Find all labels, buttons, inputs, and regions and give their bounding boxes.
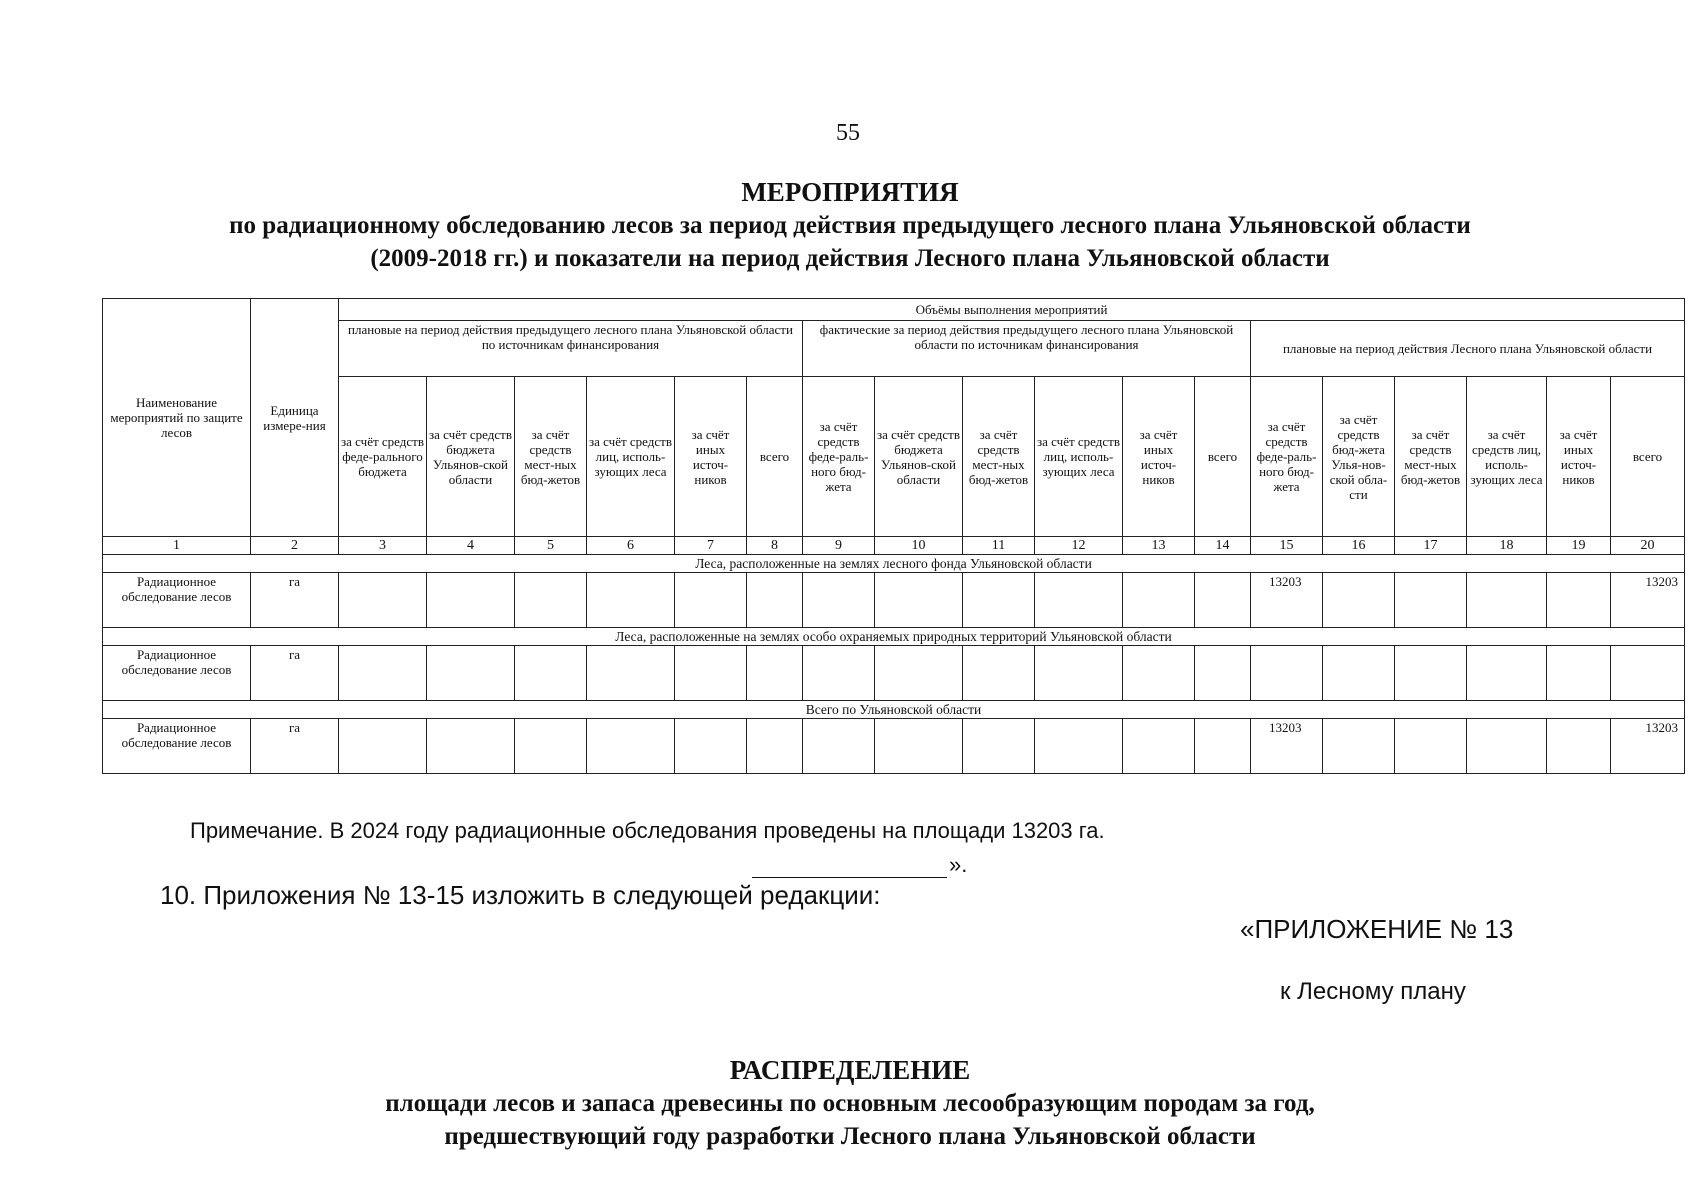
column-number: 7 [675, 537, 747, 555]
column-number: 11 [963, 537, 1035, 555]
column-number: 10 [875, 537, 963, 555]
header-sub: всего [747, 377, 803, 537]
closing-underline [752, 855, 947, 878]
cell [1547, 646, 1611, 701]
header-sub: за счёт средств феде-раль-ного бюд-жета [803, 377, 875, 537]
column-number: 18 [1467, 537, 1547, 555]
title2-line-2: предшествующий году разработки Лесного плана Ульяновской области [444, 1123, 1256, 1150]
column-number: 2 [251, 537, 339, 555]
header-sub: за счёт иных источ-ников [1547, 377, 1611, 537]
cell [339, 646, 427, 701]
cell [1547, 719, 1611, 774]
cell [587, 573, 675, 628]
column-number: 14 [1195, 537, 1251, 555]
cell-col15: 13203 [1251, 719, 1323, 774]
cell [1195, 573, 1251, 628]
cell [427, 573, 515, 628]
cell [1395, 573, 1467, 628]
column-number: 12 [1035, 537, 1123, 555]
closing-mark [752, 852, 967, 878]
column-number: 8 [747, 537, 803, 555]
row-unit: га [251, 573, 339, 628]
header-group-planned-current: плановые на период действия Лесного плана Ульяновской области [1251, 321, 1685, 377]
column-number: 9 [803, 537, 875, 555]
header-sub: за счёт средств мест-ных бюд-жетов [515, 377, 587, 537]
row-name: Радиационное обследование лесов [103, 573, 251, 628]
column-number: 17 [1395, 537, 1467, 555]
cell [515, 573, 587, 628]
cell [963, 646, 1035, 701]
header-sub: за счёт средств феде-раль-ного бюд-жета [1251, 377, 1323, 537]
column-number: 16 [1323, 537, 1395, 555]
cell [1467, 646, 1547, 701]
cell [1035, 573, 1123, 628]
cell [1123, 573, 1195, 628]
column-number: 4 [427, 537, 515, 555]
cell [1467, 573, 1547, 628]
table-note: Примечание. В 2024 году радиационные обследования проведены на площади 13203 га. [190, 818, 1105, 843]
cell [963, 573, 1035, 628]
appendix-subtitle: к Лесному плану [1280, 978, 1466, 1005]
header-sub: за счёт иных источ-ников [675, 377, 747, 537]
cell [515, 646, 587, 701]
header-sub: за счёт средств мест-ных бюд-жетов [963, 377, 1035, 537]
cell-col15: 13203 [1251, 573, 1323, 628]
cell [1323, 646, 1395, 701]
cell [1195, 719, 1251, 774]
cell [1395, 719, 1467, 774]
header-sub: за счёт средств мест-ных бюд-жетов [1395, 377, 1467, 537]
title-line-2: (2009-2018 гг.) и показатели на период действия Лесного плана Ульяновской области [370, 245, 1330, 272]
cell [963, 719, 1035, 774]
cell [1123, 646, 1195, 701]
row-name: Радиационное обследование лесов [103, 646, 251, 701]
cell [747, 719, 803, 774]
header-sub: за счёт средств бюд-жета Улья-нов-ской обла-сти [1323, 377, 1395, 537]
row-unit: га [251, 646, 339, 701]
cell [339, 573, 427, 628]
cell [875, 719, 963, 774]
header-sub: за счёт средств лиц, исполь-зующих леса [1467, 377, 1547, 537]
row-unit: га [251, 719, 339, 774]
header-sub: за счёт иных источ-ников [1123, 377, 1195, 537]
distribution-title [220, 1054, 1480, 1153]
column-number: 15 [1251, 537, 1323, 555]
cell [803, 646, 875, 701]
title2-main: РАСПРЕДЕЛЕНИЕ [729, 1055, 971, 1085]
cell [1467, 719, 1547, 774]
cell [427, 719, 515, 774]
section-heading: Леса, расположенные на землях лесного фонда Ульяновской области [103, 555, 1685, 573]
header-sub: за счёт средств бюджета Ульянов-ской области [427, 377, 515, 537]
section-heading: Леса, расположенные на землях особо охраняемых природных территорий Ульяновской области [103, 628, 1685, 646]
cell [747, 573, 803, 628]
title-main: МЕРОПРИЯТИЯ [741, 177, 959, 207]
cell [1323, 719, 1395, 774]
cell-col20: 13203 [1611, 573, 1685, 628]
closing-quote: ». [949, 852, 968, 877]
cell [1123, 719, 1195, 774]
cell [875, 573, 963, 628]
cell [803, 719, 875, 774]
cell [675, 646, 747, 701]
cell [1547, 573, 1611, 628]
table-row [103, 573, 1685, 628]
document-title [120, 176, 1580, 275]
cell [747, 646, 803, 701]
cell-col20: 13203 [1611, 719, 1685, 774]
table-row [103, 646, 1685, 701]
table-row [103, 719, 1685, 774]
cell [803, 573, 875, 628]
radiation-survey-table [102, 298, 1685, 774]
cell [675, 573, 747, 628]
cell-col20 [1611, 646, 1685, 701]
header-sub: за счёт средств лиц, исполь-зующих леса [587, 377, 675, 537]
page-number: 55 [836, 120, 860, 146]
cell [1395, 646, 1467, 701]
header-group-planned-previous: плановые на период действия предыдущего лесного плана Ульяновской области по источникам финансирования [339, 321, 803, 377]
cell [1035, 646, 1123, 701]
header-sub: за счёт средств бюджета Ульянов-ской области [875, 377, 963, 537]
column-number: 13 [1123, 537, 1195, 555]
cell [1323, 573, 1395, 628]
header-sub: всего [1195, 377, 1251, 537]
header-volumes: Объёмы выполнения мероприятий [339, 299, 1685, 321]
item-10-text: 10. Приложения № 13-15 изложить в следующей редакции: [160, 880, 881, 910]
header-sub: всего [1611, 377, 1685, 537]
title2-line-1: площади лесов и запаса древесины по основным лесообразующим породам за год, [385, 1090, 1315, 1117]
cell [1195, 646, 1251, 701]
cell [875, 646, 963, 701]
cell [339, 719, 427, 774]
title-line-1: по радиационному обследованию лесов за период действия предыдущего лесного плана Ульяновской области [229, 212, 1471, 239]
column-number: 19 [1547, 537, 1611, 555]
column-number: 3 [339, 537, 427, 555]
cell [427, 646, 515, 701]
row-name: Радиационное обследование лесов [103, 719, 251, 774]
column-number: 6 [587, 537, 675, 555]
header-group-actual-previous: фактические за период действия предыдущего лесного плана Ульяновской области по источникам финансирования [803, 321, 1251, 377]
column-number: 1 [103, 537, 251, 555]
header-name: Наименование мероприятий по защите лесов [103, 299, 251, 537]
cell [675, 719, 747, 774]
section-heading: Всего по Ульяновской области [103, 701, 1685, 719]
cell [587, 719, 675, 774]
header-sub: за счёт средств лиц, исполь-зующих леса [1035, 377, 1123, 537]
header-unit: Единица измере-ния [251, 299, 339, 537]
column-number: 5 [515, 537, 587, 555]
column-number: 20 [1611, 537, 1685, 555]
header-sub: за счёт средств феде-рального бюджета [339, 377, 427, 537]
cell [1035, 719, 1123, 774]
cell [515, 719, 587, 774]
appendix-title: «ПРИЛОЖЕНИЕ № 13 [1240, 914, 1514, 944]
cell-col15 [1251, 646, 1323, 701]
cell [587, 646, 675, 701]
